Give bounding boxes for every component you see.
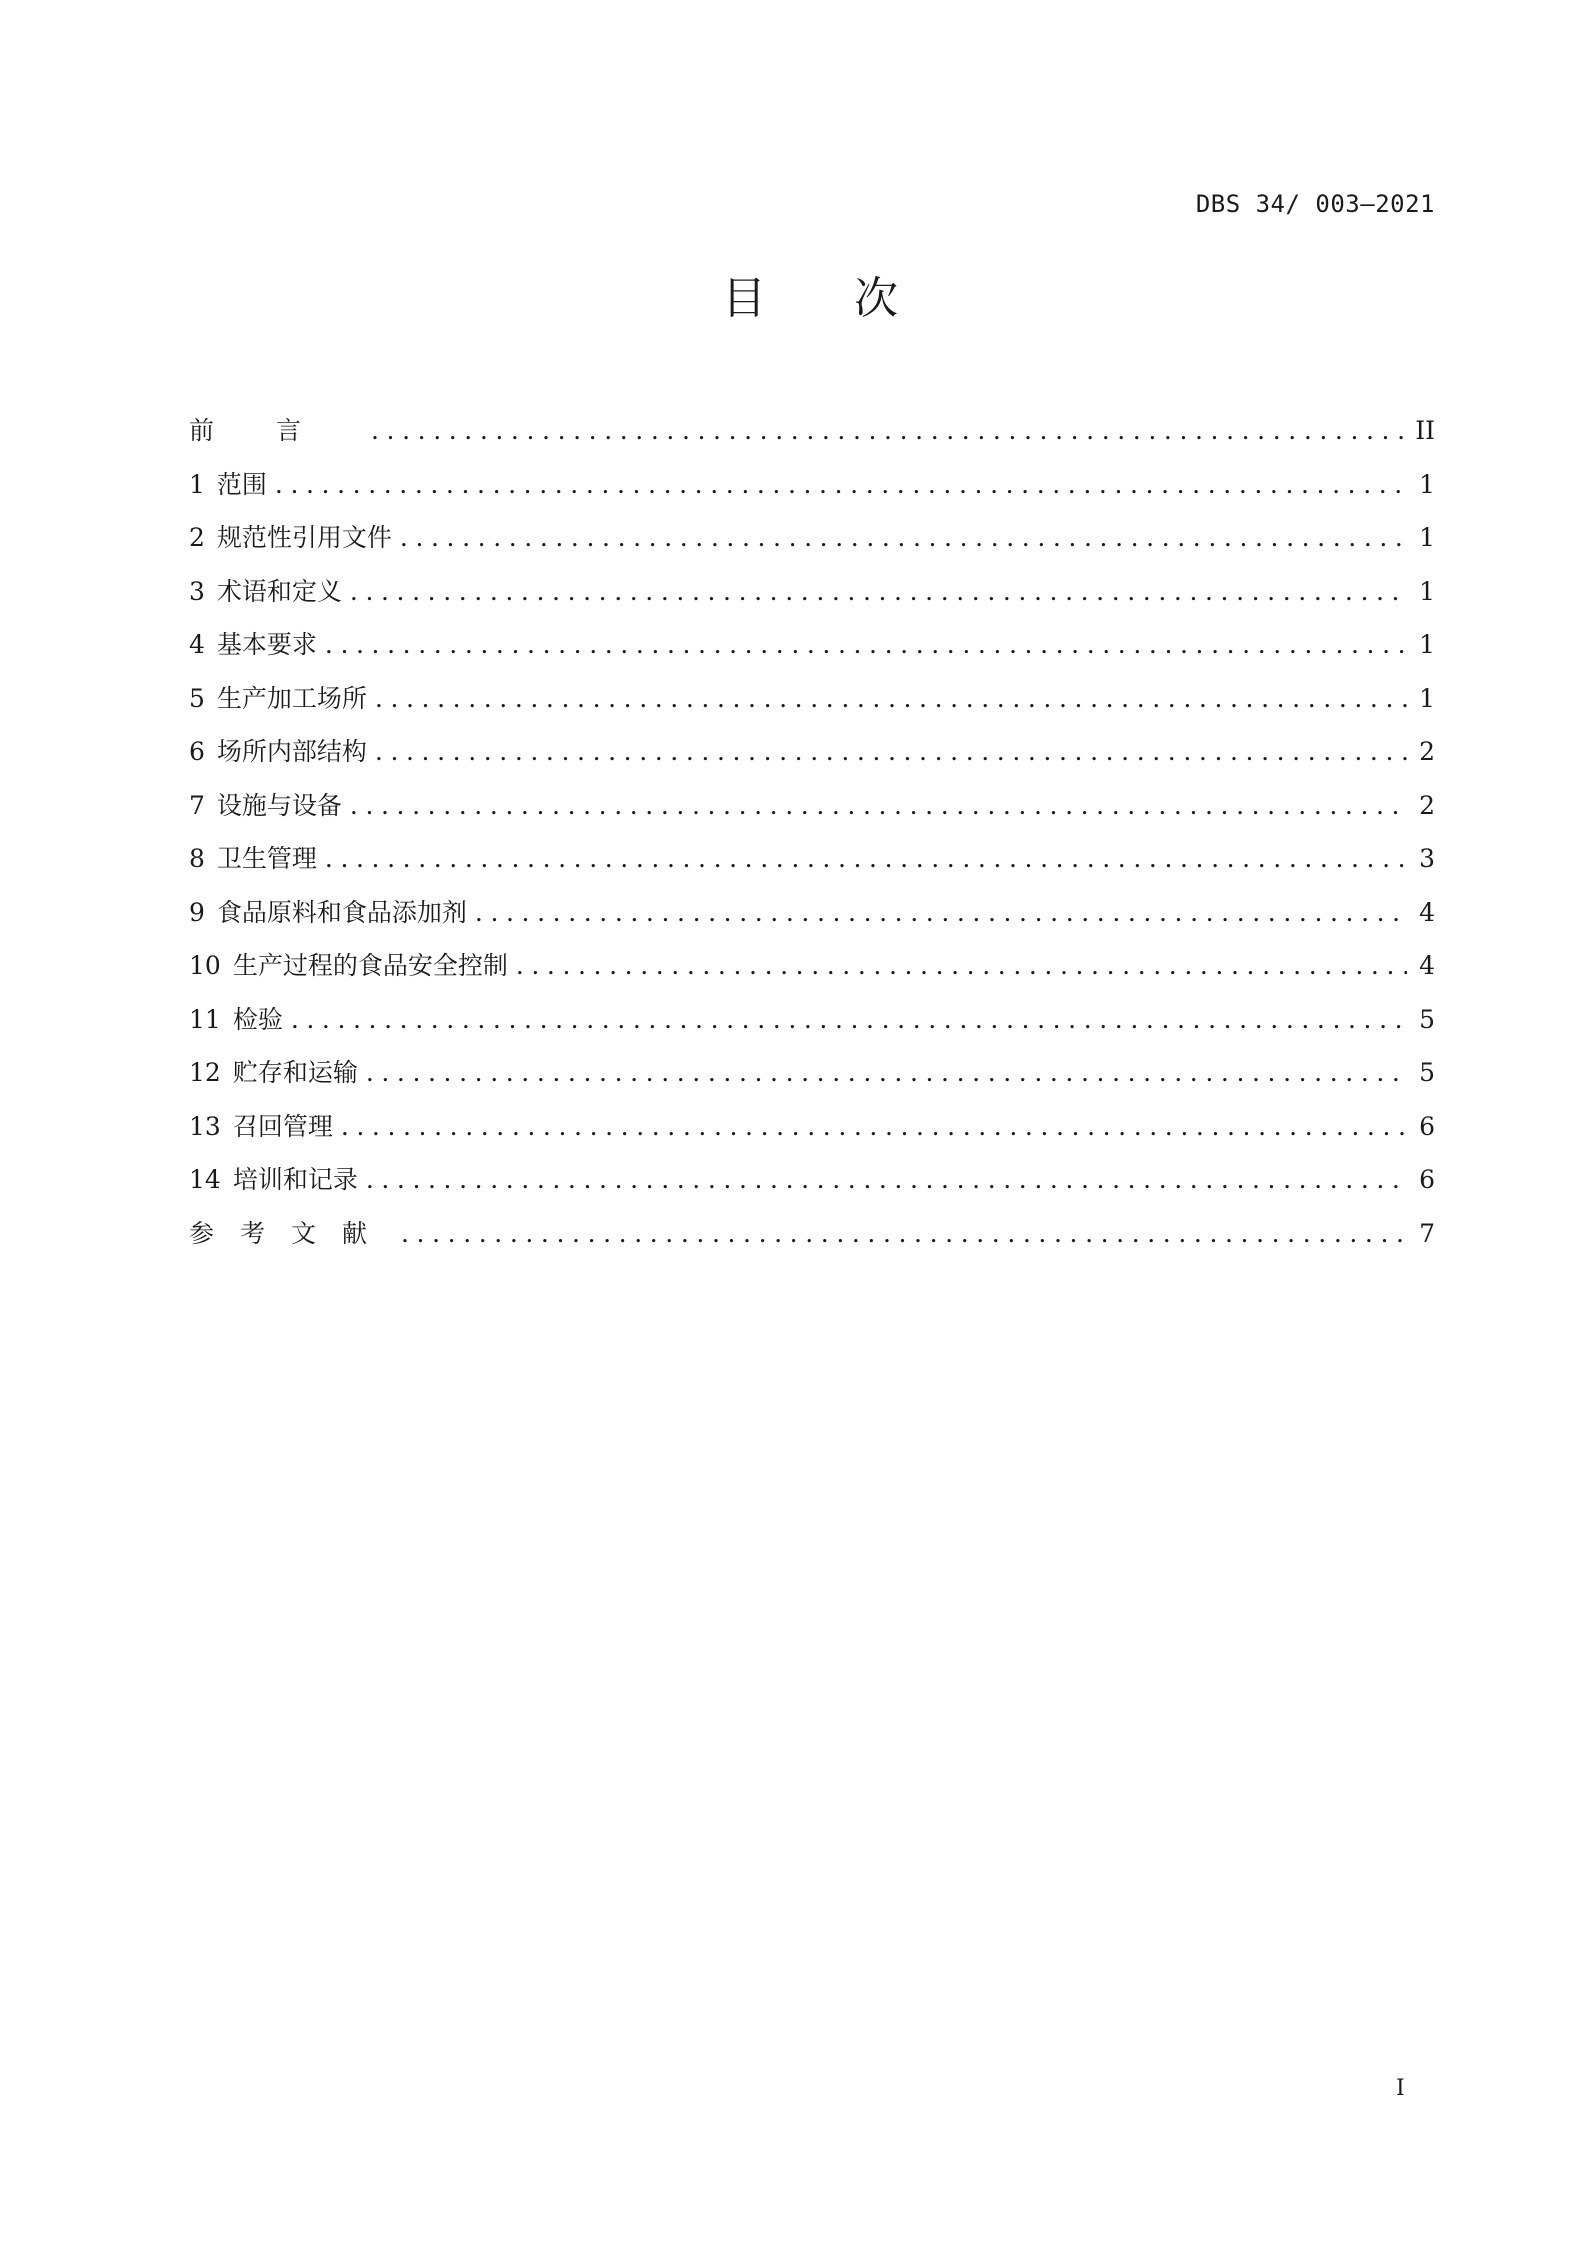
toc-entry-page: 1 [1419, 469, 1435, 499]
toc-entry-page: 4 [1419, 951, 1435, 980]
toc-dot-leader [371, 404, 1407, 458]
toc-entry-label: 范围 [216, 469, 267, 499]
toc-entry-4[interactable] [189, 618, 1435, 672]
toc-entry-label: 食品原料和食品添加剂 [216, 897, 467, 927]
toc-dot-leader [516, 939, 1407, 993]
toc-entry-label: 生产加工场所 [216, 683, 367, 713]
toc-entry-number: 14 [189, 1165, 221, 1194]
toc-entry-page: 1 [1419, 630, 1435, 659]
toc-entry-label: 设施与设备 [216, 790, 342, 820]
toc-dot-leader [375, 672, 1407, 726]
toc-entry-number: 8 [189, 844, 205, 873]
toc-entry-label: 术语和定义 [216, 576, 342, 606]
toc-entry-label: 基本要求 [216, 630, 317, 659]
toc-dot-leader [366, 1046, 1407, 1100]
toc-entry-page: 1 [1419, 683, 1435, 713]
toc-entry-page: 6 [1419, 1165, 1435, 1194]
toc-entry-label: 召回管理 [232, 1111, 333, 1141]
toc-dot-leader [401, 1207, 1407, 1261]
toc-dot-leader [325, 618, 1407, 672]
toc-entry-label: 参考文献 [189, 1218, 394, 1248]
toc-entry-number: 12 [189, 1058, 221, 1087]
document-code: DBS 34/ 003—2021 [1195, 190, 1435, 218]
toc-entry-number: 9 [189, 897, 205, 927]
toc-entry-label: 规范性引用文件 [216, 523, 392, 552]
toc-entry-11[interactable] [189, 993, 1435, 1047]
toc-entry-number: 10 [189, 951, 221, 980]
toc-entry-number: 4 [189, 630, 205, 659]
toc-entry-label: 贮存和运输 [232, 1058, 358, 1087]
toc-entry-page: 5 [1419, 1058, 1435, 1087]
table-of-contents [189, 404, 1435, 1260]
toc-dot-leader [350, 565, 1407, 619]
toc-entry-page: 7 [1419, 1218, 1435, 1248]
toc-dot-leader [375, 725, 1407, 779]
toc-entry-number: 13 [189, 1111, 221, 1141]
toc-entry-2[interactable] [189, 511, 1435, 565]
toc-dot-leader [475, 886, 1407, 940]
toc-entry-10[interactable] [189, 939, 1435, 993]
toc-entry-number: 3 [189, 576, 205, 606]
toc-entry-page: 5 [1419, 1004, 1435, 1034]
toc-dot-leader [366, 1153, 1407, 1207]
title-part-1: 目 [722, 273, 766, 324]
toc-entry-5[interactable] [189, 672, 1435, 726]
toc-entry-number: 11 [189, 1004, 221, 1034]
toc-entry-label: 生产过程的食品安全控制 [232, 951, 508, 980]
page-title [0, 262, 1587, 326]
toc-entry-page: 2 [1419, 737, 1435, 766]
toc-dot-leader [291, 993, 1407, 1047]
toc-entry-page: 4 [1419, 897, 1435, 927]
toc-entry-3[interactable] [189, 565, 1435, 619]
toc-entry-label: 前言 [189, 416, 364, 445]
toc-entry-page: 2 [1419, 790, 1435, 820]
toc-entry-references[interactable] [189, 1207, 1435, 1261]
toc-entry-number: 7 [189, 790, 205, 820]
toc-entry-label: 检验 [232, 1004, 283, 1034]
toc-entry-14[interactable] [189, 1153, 1435, 1207]
toc-entry-number: 1 [189, 469, 205, 499]
toc-entry-7[interactable] [189, 779, 1435, 833]
toc-entry-6[interactable] [189, 725, 1435, 779]
toc-entry-label: 场所内部结构 [216, 737, 367, 766]
toc-entry-8[interactable] [189, 832, 1435, 886]
toc-entry-label: 培训和记录 [232, 1165, 358, 1194]
toc-entry-13[interactable] [189, 1100, 1435, 1154]
toc-entry-page: II [1415, 416, 1435, 445]
toc-entry-page: 6 [1419, 1111, 1435, 1141]
toc-entry-12[interactable] [189, 1046, 1435, 1100]
toc-entry-page: 3 [1419, 844, 1435, 873]
toc-entry-page: 1 [1419, 576, 1435, 606]
toc-entry-label: 卫生管理 [216, 844, 317, 873]
footer-page-number: I [1396, 2076, 1405, 2101]
toc-entry-foreword[interactable] [189, 404, 1435, 458]
toc-dot-leader [341, 1100, 1407, 1154]
toc-dot-leader [325, 832, 1407, 886]
toc-dot-leader [400, 511, 1407, 565]
title-part-2: 次 [854, 273, 898, 324]
toc-entry-number: 5 [189, 683, 205, 713]
toc-dot-leader [350, 779, 1407, 833]
toc-entry-page: 1 [1419, 523, 1435, 552]
toc-dot-leader [275, 458, 1407, 512]
toc-entry-number: 2 [189, 523, 205, 552]
toc-entry-9[interactable] [189, 886, 1435, 940]
toc-entry-number: 6 [189, 737, 205, 766]
toc-entry-1[interactable] [189, 458, 1435, 512]
